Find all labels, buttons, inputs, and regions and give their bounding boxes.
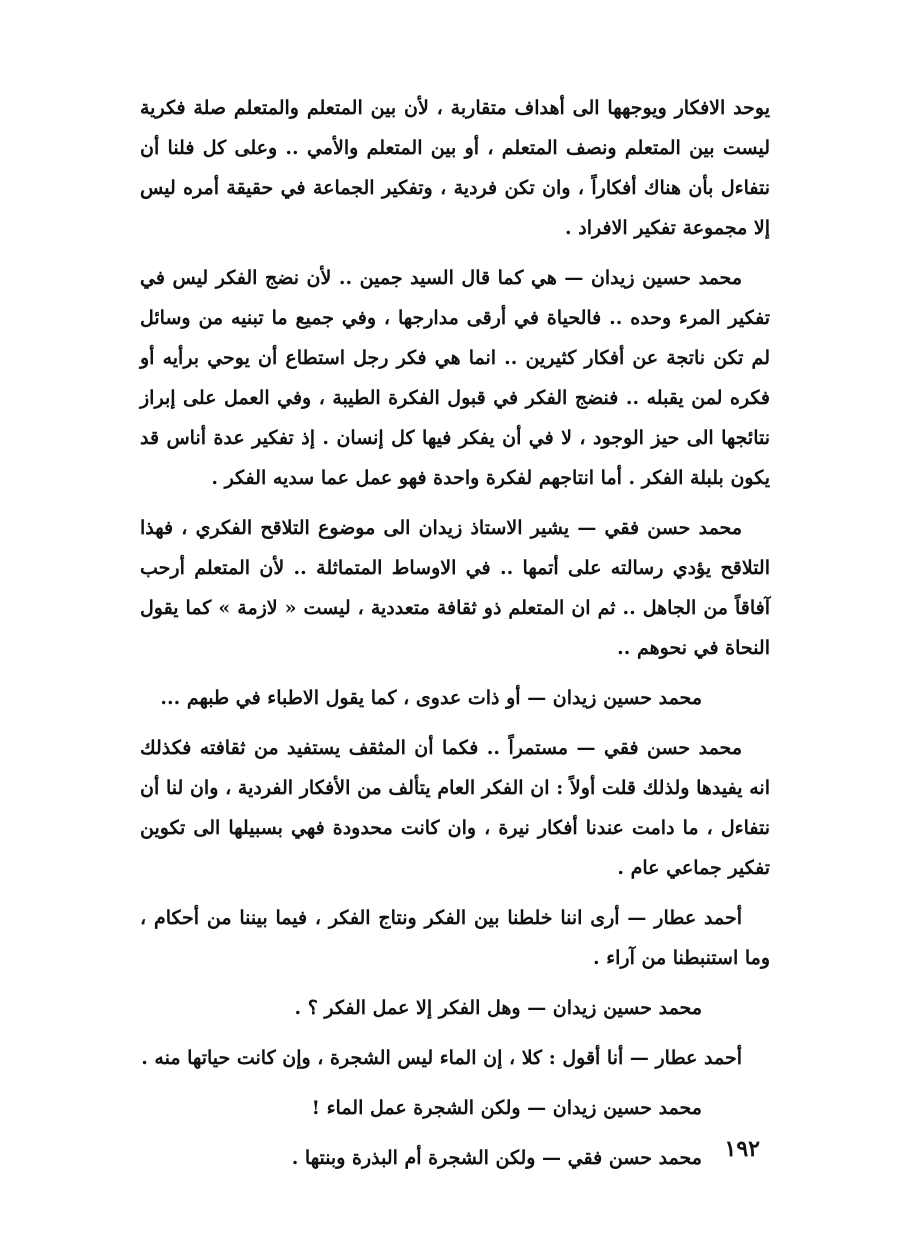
- paragraph-zaydan-3: محمد حسين زيدان — وهل الفكر إلا عمل الفكر ؟ .: [294, 997, 702, 1019]
- paragraph-faqi-3: محمد حسن فقي — ولكن الشجرة أم البذرة وبنتها .: [291, 1147, 702, 1169]
- page-number: ١٩٢: [724, 1136, 760, 1162]
- paragraph-intro: يوحد الافكار ويوجهها الى أهداف متقاربة ، لأن بين المتعلم والمتعلم صلة فكرية ليست بين المتعلم ونصف المتعلم ، أو بين المتعلم والأمي .. وعلى كل فلنا أن نتفاءل بأن هناك أفكاراً ، وان تكن فردية ، وتفكير الجماعة في حقيقة أمره ليس إلا مجموعة تفكير الافراد .: [140, 97, 770, 239]
- paragraph-zaydan-4: محمد حسين زيدان — ولكن الشجرة عمل الماء !: [311, 1097, 702, 1119]
- paragraph-zaydan-1: محمد حسين زيدان — هي كما قال السيد جمين .. لأن نضج الفكر ليس في تفكير المرء وحده .. فالحياة في أرقى مدارجها ، وفي جميع ما تبنيه من وسائل لم تكن ناتجة عن أفكار كثيرين .. انما هي فكر رجل استطاع أن يوحي برأيه أو فكره لمن يقبله .. فنضج الفكر في قبول الفكرة الطيبة ، وفي العمل على إبراز نتائجها الى حيز الوجود ، لا في أن يفكر فيها كل إنسان . إذ تفكير عدة أناس قد يكون بلبلة الفكر . أما انتاجهم لفكرة واحدة فهو عمل عما سديه الفكر .: [140, 267, 770, 489]
- paragraph-attar-1: أحمد عطار — أرى اننا خلطنا بين الفكر ونتاج الفكر ، فيما بيننا من أحكام ، وما استنبطنا من آراء .: [140, 907, 770, 969]
- paragraph-zaydan-2: محمد حسين زيدان — أو ذات عدوى ، كما يقول الاطباء في طبهم ...: [160, 687, 702, 709]
- body-text: [140, 88, 770, 1188]
- paragraph-attar-2: أحمد عطار — أنا أقول : كلا ، إن الماء ليس الشجرة ، وإن كانت حياتها منه .: [141, 1047, 742, 1069]
- paragraph-faqi-2: محمد حسن فقي — مستمراً .. فكما أن المثقف يستفيد من ثقافته فكذلك انه يفيدها ولذلك قلت أولاً : ان الفكر العام يتألف من الأفكار الفردية ، وان لنا أن نتفاءل ، ما دامت عندنا أفكار نيرة ، وان كانت محدودة فهي بسبيلها الى تكوين تفكير جماعي عام .: [140, 737, 770, 879]
- paragraph-faqi-1: محمد حسن فقي — يشير الاستاذ زيدان الى موضوع التلاقح الفكري ، فهذا التلاقح يؤدي رسالته على أتمها .. في الاوساط المتماثلة .. لأن المتعلم أرحب آفاقاً من الجاهل .. ثم ان المتعلم ذو ثقافة متعددية ، ليست « لازمة » كما يقول النحاة في نحوهم ..: [140, 517, 770, 659]
